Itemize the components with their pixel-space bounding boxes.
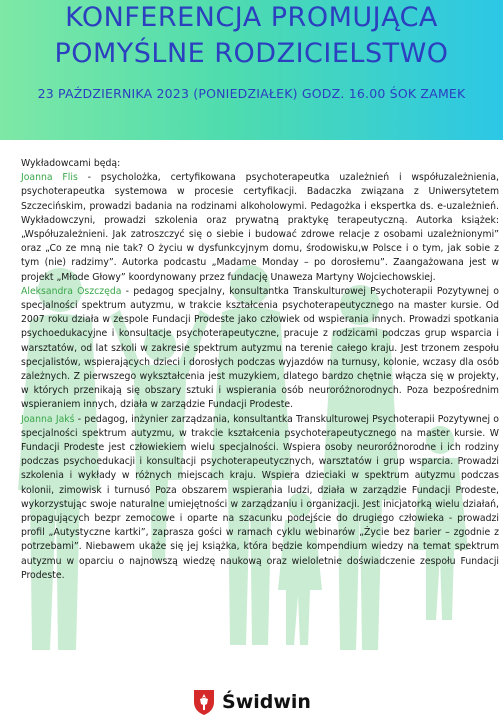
header-banner — [0, 0, 503, 140]
speaker-paragraph — [21, 171, 499, 285]
speaker-bio: - pedagog, inżynier zarządzania, konsultantka Transkulturowej Psychoterapii Pozytywnej o specjalności spektrum autyzmu, w trakcie kształcenia psychoterapeutycznego na master kursie. W Fundacji Prodeste jest człowiekiem wielu specjalności. Wspiera osoby neuroróżnorodne i ich rodziny podczas psychoedukacji i konsultacji psychoterapeutycznych, warsztatów i grup wsparcia. Prowadzi szkolenia i wykłady w różnych miejscach kraju. Wspiera dzieciaki w spektrum autyzmu podczas kolonii, zimowisk i turnusó Poza obszarem wspierania ludzi, działa w zarządzie Fundacji Prodeste, wykorzystując swoje naturalne umiejętności w zarządzaniu i organizacji. Jest inicjatorką wielu działań, propagujących bezpr zemocowe i oparte na szacunku podejście do drugiego człowieka - prowadzi profil „Autystyczne kartki”, zaprasza gości w ramach cyklu webinarów „Życie bez barier – zgodnie z potrzebami”. Niebawem ukaże się jej książka, która będzie kompendium wiedzy na temat spektrum autyzmu w oparciu o najnowszą wiedzę naukową oraz wieloletnie doświadczenie zespołu Fundacji Prodeste. — [21, 413, 499, 581]
speaker-paragraph — [21, 285, 499, 413]
page-title-line2: POMYŚLNE RODZICIELSTWO — [54, 38, 449, 69]
speakers-section — [21, 157, 499, 583]
page-title-line1: KONFERENCJA PROMUJĄCA — [65, 2, 438, 33]
speaker-name: Joanna Jakś — [21, 413, 75, 425]
speaker-bio: - psycholożka, certyfikowana psychoterapeutka uzależnień i współuzależnienia, psychoterapeutka systemowa w procesie certyfikacji. Badaczka związana z Uniwersytetem Szczecińskim, prowadzi badania na rodzinami alkoholowymi. Pedagożka i ekspertka ds. e-uzależnień. Wykładowczyni, prowadzi szkolenia oraz prywatną praktykę terapeutyczną. Autorka książek: „Współuzależnieni. Jak zatroszczyć się o siebie i budować zdrowe relacje z osobami uzależnionymi” oraz „Co ze mną nie tak? O życiu w dysfunkcyjnym domu, środowisku,w Polsce i o tym, jak sobie z tym (nie) radzimy”. Autorka podcastu „Madame Monday – po dorosłemu”. Zaangażowana jest w projekt „Młode Głowy” koordynowany przez fundację Unaweza Martyny Wojciechowskiej. — [21, 172, 500, 283]
speaker-bio: - pedagog specjalny, konsultantka Transkulturowej Psychoterapii Pozytywnej o specjalności spektrum autyzmu, w trakcie kształcenia psychoterapeutycznego na master kursie. Od 2007 roku działa w zespole Fundacji Prodeste jako człowiek od wspierania innych. Prowadzi spotkania psychoedukacyjne i konsultacje psychoterapeutyczne, pracuje z rodzicami podczas grup wsparcia i warsztatów, od lat szkoli w zakresie spektrum autyzmu na terenie całego kraju. Jest trzonem zespołu specjalistów, wspierających dzieci i dorosłych podczas wyjazdów na turnusy, kolonie, wczasy dla osób zależnych. Z pierwszego wykształcenia jest muzykiem, dlatego bardzo chętnie włącza się w projekty, w których przenikają się obszary sztuki i wspierania osób neuroróżnorodnych. Poza bezpośrednim wspieraniem innych, działa w zarządzie Fundacji Prodeste. — [21, 285, 499, 411]
speakers-intro: Wykładowcami będą: — [21, 158, 121, 169]
speaker-name: Joanna Flis — [21, 172, 78, 184]
footer — [0, 684, 503, 720]
city-brand-name: Świdwin — [222, 691, 311, 713]
speaker-name: Aleksandra Oszczęda — [21, 285, 122, 297]
speaker-paragraph — [21, 413, 499, 583]
city-crest-icon — [192, 688, 216, 716]
event-date-location: 23 PAŹDZIERNIKA 2023 (PONIEDZIAŁEK) GODZ. 16.00 ŚOK ZAMEK — [37, 86, 466, 101]
